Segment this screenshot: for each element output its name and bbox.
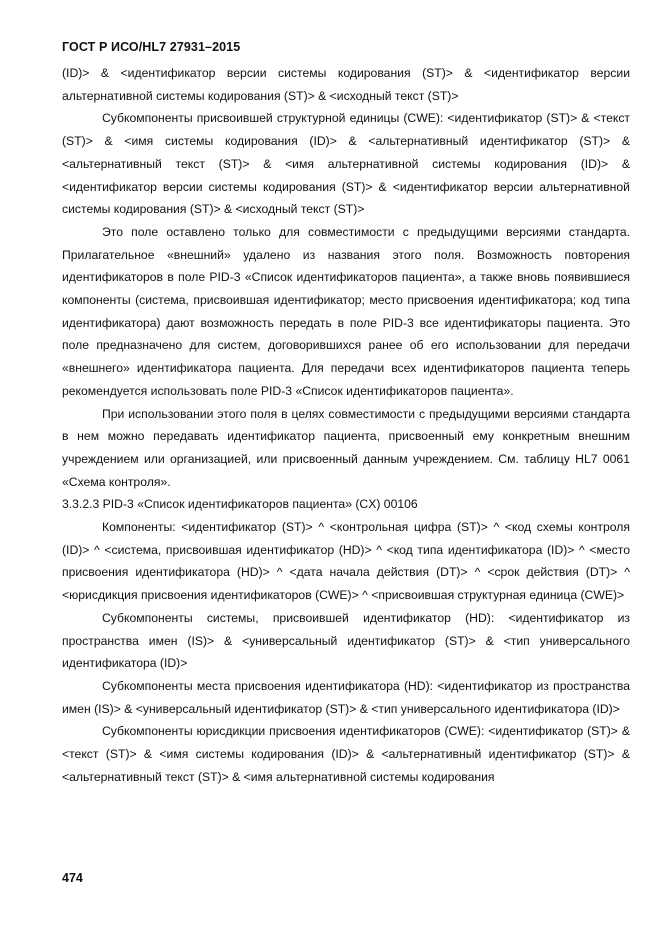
section-heading-pid3: 3.3.2.3 PID-3 «Список идентификаторов пациента» (CX) 00106 xyxy=(62,497,418,512)
paragraph-hd-place-subcomponents: Субкомпоненты места присвоения идентификатора (HD): <идентификатор из пространства имен (IS)> & <универсальный идентификатор (ST)> & <тип универсального идентификатора (ID)> xyxy=(62,678,630,716)
paragraph-usage-note: При использовании этого поля в целях совместимости с предыдущими версиями стандарта в нем можно передавать идентификатор пациента, присвоенный ему конкретным внешним учреждением или организацией, или присвоенный данным учреждением. См. таблицу HL7 0061 «Схема контроля». xyxy=(62,406,630,489)
paragraph-cwe-subcomponents: Субкомпоненты присвоившей структурной единицы (CWE): <идентификатор (ST)> & <текст (ST)> & <имя системы кодирования (ID)> & <альтернативный идентификатор (ST)> & <альтернативный текст (ST)> & <имя альтернативной системы кодирования (ID)> & <идентификатор версии системы кодирования (ST)> & <идентификатор версии альтернативной системы кодирования (ST)> & <исходный текст (ST)> xyxy=(62,111,630,217)
page-number: 474 xyxy=(62,871,83,885)
standard-header: ГОСТ Р ИСО/HL7 27931–2015 xyxy=(62,40,241,54)
paragraph-hd-system-subcomponents: Субкомпоненты системы, присвоившей идентификатор (HD): <идентификатор из пространства имен (IS)> & <универсальный идентификатор (ST)> & <тип универсального идентификатора (ID)> xyxy=(62,610,630,671)
paragraph-cwe-jurisdiction-subcomponents: Субкомпоненты юрисдикции присвоения идентификаторов (CWE): <идентификатор (ST)> & <текст (ST)> & <имя системы кодирования (ID)> & <альтернативный идентификатор (ST)> & <альтернативный текст (ST)> & <имя альтернативной системы кодирования xyxy=(62,724,630,784)
paragraph-components: Компоненты: <идентификатор (ST)> ^ <контрольная цифра (ST)> ^ <код схемы контроля (ID)> ^ <система, присвоившая идентификатор (HD)> ^ <код типа идентификатора (ID)> ^ <место присвоения идентификатора (HD)> ^ <дата начала действия (DT)> ^ <срок действия (DT)> ^ <юрисдикция присвоения идентификаторов (CWE)> ^ <присвоившая структурная единица (CWE)> xyxy=(62,520,630,603)
body-text xyxy=(62,62,630,789)
paragraph-compatibility-note: Это поле оставлено только для совместимости с предыдущими версиями стандарта. Прилагательное «внешний» удалено из названия этого поля. Возможность повторения идентификаторов в поле PID-3 «Список идентификаторов пациента», а также вновь появившиеся компоненты (система, присвоившая идентификатор; место присвоения идентификатора; код типа идентификатора) дают возможность передать в поле PID-3 все идентификаторы пациента. Это поле предназначено для систем, договорившихся ранее об его использовании для передачи «внешнего» идентификатора пациента. Для передачи всех идентификаторов пациента теперь рекомендуется использовать поле PID-3 «Список идентификаторов пациента». xyxy=(62,224,630,398)
paragraph-continuation: (ID)> & <идентификатор версии системы кодирования (ST)> & <идентификатор версии альтернативной системы кодирования (ST)> & <исходный текст (ST)> xyxy=(62,66,630,103)
